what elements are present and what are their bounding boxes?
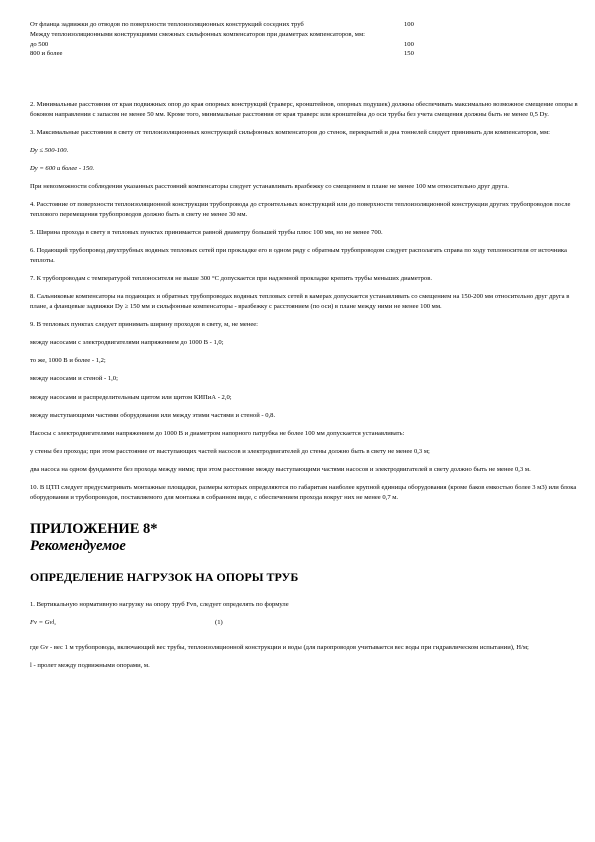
dy-rule-large: Dy = 600 и более - 150.	[30, 165, 95, 173]
formula-number: (1)	[215, 618, 223, 626]
table-row	[30, 49, 450, 59]
list-item: между насосами и стеной - 1,0;	[30, 375, 118, 383]
paragraph-7: 7. К трубопроводам с температурой теплоносителя не выше 300 °С допускается при надземной прокладке крепить трубы меньших диаметров.	[30, 275, 432, 283]
document-body	[30, 100, 586, 679]
table-cell-value: 100	[404, 40, 414, 48]
table-cell-label: 800 и более	[30, 50, 63, 58]
span-definition: l - пролет между подвижными опорами, м.	[30, 661, 150, 669]
section-heading: ОПРЕДЕЛЕНИЕ НАГРУЗОК НА ОПОРЫ ТРУБ	[30, 569, 299, 584]
load-paragraph-1: 1. Вертикальную нормативную нагрузку на опору труб Fvn, следует определять по формуле	[30, 600, 289, 608]
paragraph-10: 10. В ЦТП следует предусматривать монтажные площадки, размеры которых определяются по габаритам наиболее крупной единицы оборудования (кроме баков емкостью более 3 м3) или блока оборудования и трубопроводов, поставляемого для монтажа в собранном виде, с обеспечением прохода вокруг них не менее 0,7 м.	[30, 483, 577, 501]
list-item: между насосами и распределительным щитом или щитом КИПиА - 2,0;	[30, 393, 232, 401]
clearance-table	[30, 20, 450, 59]
paragraph-3: 3. Максимальные расстояния в свету от теплоизоляционных конструкций сильфонных компенсаторов до стенок, перекрытий и дна тоннелей следует принимать для компенсаторов, мм:	[30, 128, 550, 136]
list-item: то же, 1000 В и более - 1,2;	[30, 357, 106, 365]
formula: Fv = Gvl,	[30, 618, 56, 626]
table-row	[30, 20, 450, 30]
formula-row	[30, 618, 586, 628]
dy-rule-small: Dy ≤ 500-100.	[30, 146, 69, 154]
paragraph-9-pumps: Насосы с электродвигателями напряжением до 1000 В и диаметром напорного патрубка не более 100 мм допускается устанавливать:	[30, 429, 405, 437]
paragraph-4: 4. Расстояние от поверхности теплоизоляционной конструкции трубопровода до строительных конструкций или до поверхности теплоизоляционной конструкции других трубопроводов после теплового перемещения трубопроводов должно быть в свету не менее 30 мм.	[30, 201, 571, 219]
table-cell-value: 100	[404, 21, 414, 28]
paragraph-9-wall: у стены без прохода; при этом расстояние от выступающих частей насосов и электродвигателей до стены должно быть в свету не менее 0,3 м;	[30, 447, 430, 455]
table-row	[30, 40, 450, 50]
table-cell-value: 150	[404, 50, 414, 58]
paragraph-9-foundation: два насоса на одном фундаменте без прохода между ними; при этом расстояние между выступающими частями насосов и электродвигателей в свету должно быть не менее 0,3 м.	[30, 465, 531, 473]
appendix-subtitle: Рекомендуемое	[30, 537, 126, 554]
table-row	[30, 30, 450, 40]
appendix-title: ПРИЛОЖЕНИЕ 8*	[30, 520, 158, 537]
paragraph-3-note: При невозможности соблюдения указанных расстояний компенсаторы следует устанавливать вразбежку со смещением в плане не менее 100 мм относительно друг друга.	[30, 183, 509, 191]
paragraph-5: 5. Ширина прохода в свету в тепловых пунктах принимается равной диаметру большей трубы плюс 100 мм, но не менее 700.	[30, 229, 383, 237]
table-cell-label: От фланца задвижки до отводов по поверхности теплоизоляционных конструкций соседних труб	[30, 21, 304, 28]
paragraph-8: 8. Сальниковые компенсаторы на подающих и обратных трубопроводах водяных тепловых сетей в камерах допускается устанавливать со смещением на 150-200 мм относительно друг друга в плане, а фланцевые задвижки Dy ≥ 150 мм и сильфонные компенсаторы - вразбежку с расстоянием (по оси) в плане между ними не менее 100 мм.	[30, 293, 570, 311]
paragraph-6: 6. Подающий трубопровод двухтрубных водяных тепловых сетей при прокладке его в одном ряду с обратным трубопроводом следует располагать справа по ходу теплоносителя от источника теплоты.	[30, 247, 567, 265]
list-item: между насосами с электродвигателями напряжением до 1000 В - 1,0;	[30, 339, 224, 347]
paragraph-9: 9. В тепловых пунктах следует принимать ширину проходов в свету, м, не менее:	[30, 321, 259, 329]
list-item: между выступающими частями оборудования или между этими частями и стеной - 0,8.	[30, 411, 276, 419]
table-cell-value	[404, 30, 450, 40]
paragraph-2: 2. Минимальные расстояния от края подвижных опор до края опорных конструкций (траверс, кронштейнов, опорных подушек) должны обеспечивать максимально возможное смещение опоры в боковом направлении с запасом не менее 50 мм. Кроме того, минимальные расстояния от края траверс или кронштейна до оси трубы без учета смещения должны быть не менее 0,5 Dy.	[30, 101, 578, 118]
where-definition: где Gv - вес 1 м трубопровода, включающий вес трубы, теплоизоляционной конструкции и воды (для паропроводов учитывается вес воды при гидравлическом испытании), Н/м;	[30, 643, 529, 651]
table-cell-label: Между теплоизоляционными конструкциями смежных сильфонных компенсаторов при диаметрах компенсаторов, мм:	[30, 30, 365, 38]
table-cell-label: до 500	[30, 40, 49, 48]
